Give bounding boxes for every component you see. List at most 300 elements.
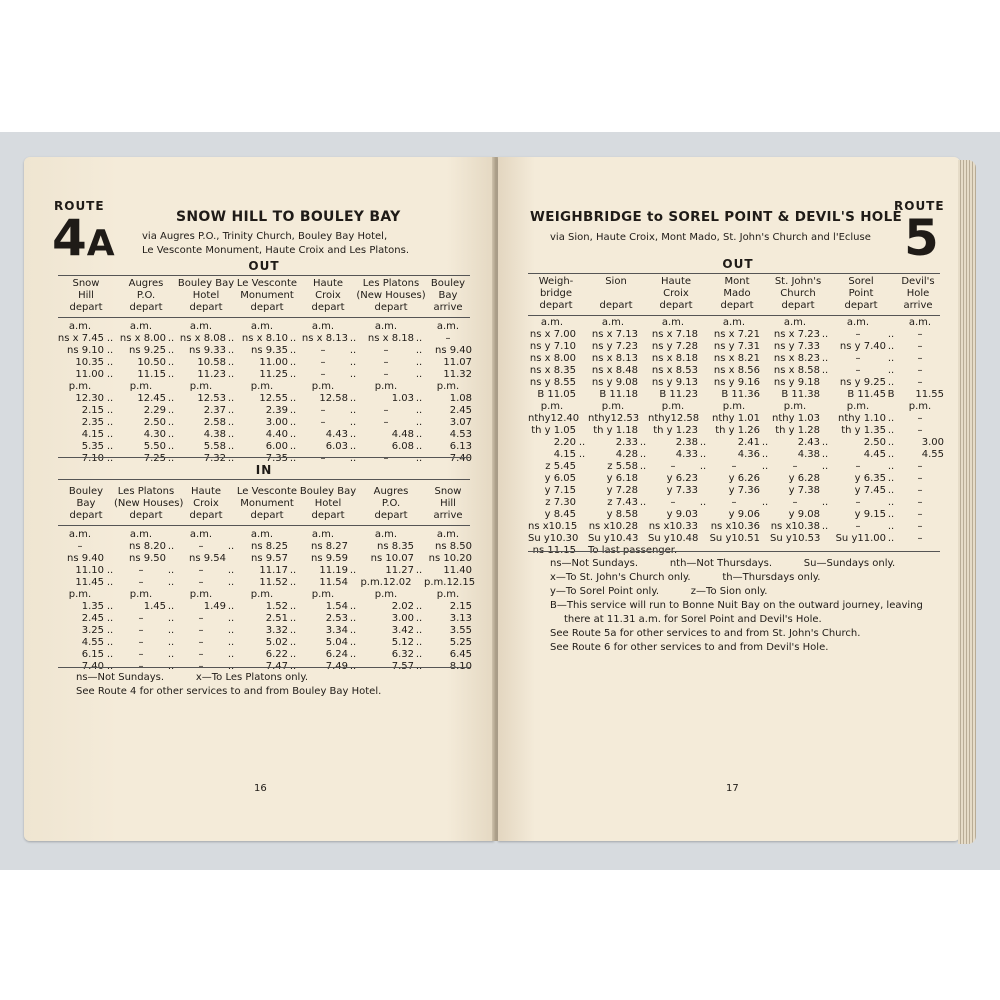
table-cell: Su y10.30 bbox=[528, 533, 579, 544]
table-cell: ns y 7.33 bbox=[773, 341, 820, 352]
table-cell: th y 1.05 bbox=[531, 425, 576, 436]
table-cell bbox=[576, 353, 588, 365]
column-header: depart bbox=[374, 302, 408, 313]
table-cell: 2.15 bbox=[449, 601, 472, 612]
table-cell: .. bbox=[349, 417, 357, 428]
legend-note-1: ns—Not Sundays. nth—Not Thursdays. Su—Sundays only. bbox=[550, 558, 896, 569]
table-cell: p.m. bbox=[189, 381, 213, 392]
table-row bbox=[528, 521, 944, 533]
table-row bbox=[528, 473, 944, 485]
table-cell: y 8.58 bbox=[606, 509, 638, 520]
table-cell bbox=[760, 317, 770, 329]
table-cell: .. bbox=[821, 329, 829, 340]
table-cell: a.m. bbox=[129, 321, 153, 332]
table-cell bbox=[760, 425, 770, 437]
table-cell: .. bbox=[106, 661, 114, 672]
table-cell: ns x 8.58 bbox=[773, 365, 820, 376]
column-header: Bay bbox=[76, 498, 96, 509]
table-cell: 2.02 bbox=[391, 601, 414, 612]
table-cell: 4.55 bbox=[921, 449, 944, 460]
table-cell: y 7.15 bbox=[544, 485, 576, 496]
table-cell: .. bbox=[887, 509, 895, 520]
table-cell: 11.52 bbox=[259, 577, 288, 588]
table-cell: .. bbox=[349, 565, 357, 576]
column-header: Hotel bbox=[314, 498, 342, 509]
table-cell: 1.08 bbox=[449, 393, 472, 404]
table-cell: – bbox=[198, 541, 204, 552]
table-cell: .. bbox=[167, 541, 175, 552]
table-cell: – bbox=[383, 369, 389, 380]
table-cell: Su y11.00 bbox=[835, 533, 886, 544]
table-cell: 11.55 bbox=[915, 389, 944, 400]
table-cell bbox=[638, 389, 648, 401]
table-row bbox=[56, 345, 472, 357]
table-cell: 4.30 bbox=[143, 429, 166, 440]
table-cell: .. bbox=[227, 429, 235, 440]
table-cell bbox=[226, 553, 236, 565]
table-cell: .. bbox=[821, 353, 829, 364]
table-cell: p.m. bbox=[436, 589, 460, 600]
table-cell: 7.40 bbox=[449, 453, 472, 464]
table-cell: To last passenger. bbox=[588, 545, 678, 556]
table-cell: a.m. bbox=[436, 321, 460, 332]
table-cell: y 6.35 bbox=[854, 473, 886, 484]
table-cell: y 7.38 bbox=[788, 485, 820, 496]
column-header: Le Vesconte bbox=[236, 278, 298, 289]
column-header: (New Houses) bbox=[114, 498, 184, 509]
table-cell bbox=[820, 317, 830, 329]
table-cell: .. bbox=[227, 441, 235, 452]
table-cell: .. bbox=[106, 357, 114, 368]
table-cell: .. bbox=[761, 461, 769, 472]
table-cell bbox=[576, 485, 588, 497]
column-header: Croix bbox=[315, 290, 341, 301]
table-cell: 12.58 bbox=[319, 393, 348, 404]
table-cell: – bbox=[917, 341, 923, 352]
table-cell bbox=[638, 533, 648, 545]
table-cell: .. bbox=[761, 437, 769, 448]
route-number bbox=[52, 209, 115, 267]
table-cell bbox=[348, 553, 358, 565]
table-cell bbox=[576, 401, 588, 413]
table-cell: 4.53 bbox=[449, 429, 472, 440]
table-cell: .. bbox=[415, 453, 423, 464]
table-cell bbox=[226, 381, 236, 393]
table-cell: .. bbox=[289, 345, 297, 356]
table-cell bbox=[166, 321, 176, 333]
table-cell: ns x 7.21 bbox=[713, 329, 760, 340]
table-cell: 6.03 bbox=[325, 441, 348, 452]
out-timetable bbox=[528, 317, 944, 557]
table-cell: .. bbox=[821, 437, 829, 448]
table-cell: nthy12.58 bbox=[648, 413, 700, 424]
table-cell: – bbox=[917, 329, 923, 340]
table-cell: Su y10.43 bbox=[588, 533, 639, 544]
column-header: depart bbox=[539, 300, 573, 311]
table-cell bbox=[576, 341, 588, 353]
table-cell: .. bbox=[349, 625, 357, 636]
table-cell: p.m. bbox=[846, 401, 870, 412]
table-cell: 5.58 bbox=[203, 441, 226, 452]
table-cell: a.m. bbox=[374, 529, 398, 540]
column-header: Haute bbox=[660, 276, 692, 287]
table-cell: 12.55 bbox=[259, 393, 288, 404]
table-row bbox=[528, 317, 944, 329]
table-cell: .. bbox=[289, 649, 297, 660]
table-cell: .. bbox=[289, 417, 297, 428]
table-cell bbox=[760, 389, 770, 401]
table-cell: Su y10.48 bbox=[648, 533, 699, 544]
table-cell: .. bbox=[821, 497, 829, 508]
table-cell: ns x 8.18 bbox=[367, 333, 414, 344]
table-cell: .. bbox=[699, 437, 707, 448]
table-cell: B 11.36 bbox=[721, 389, 760, 400]
column-header: Point bbox=[848, 288, 874, 299]
table-cell bbox=[820, 485, 830, 497]
table-cell bbox=[820, 473, 830, 485]
table-cell: 3.55 bbox=[449, 625, 472, 636]
table-cell: ns 8.50 bbox=[435, 541, 472, 552]
divider bbox=[58, 317, 470, 318]
table-cell: .. bbox=[821, 365, 829, 376]
table-cell: 2.33 bbox=[615, 437, 638, 448]
table-cell: nthy 1.10 bbox=[838, 413, 886, 424]
table-cell: .. bbox=[349, 601, 357, 612]
table-row bbox=[56, 601, 472, 613]
table-cell: 11.15 bbox=[137, 369, 166, 380]
table-cell: 5.04 bbox=[325, 637, 348, 648]
table-cell: p.m. bbox=[68, 589, 92, 600]
table-cell: .. bbox=[227, 613, 235, 624]
table-cell: p.m. bbox=[722, 401, 746, 412]
page-number: 16 bbox=[254, 783, 267, 794]
table-cell: 11.00 bbox=[259, 357, 288, 368]
table-cell: y 6.26 bbox=[728, 473, 760, 484]
route-label: ROUTE bbox=[54, 199, 105, 213]
table-cell: .. bbox=[227, 369, 235, 380]
table-cell: ns x10.36 bbox=[710, 521, 760, 532]
table-cell bbox=[166, 529, 176, 541]
table-cell: .. bbox=[639, 449, 647, 460]
table-cell: ns y 7.40 bbox=[839, 341, 886, 352]
table-cell: .. bbox=[227, 405, 235, 416]
table-cell bbox=[760, 401, 770, 413]
table-cell bbox=[698, 365, 708, 377]
table-cell: .. bbox=[227, 637, 235, 648]
legend-note-3: y—To Sorel Point only. z—To Sion only. bbox=[550, 586, 768, 597]
table-cell: y 7.45 bbox=[854, 485, 886, 496]
table-row bbox=[56, 637, 472, 649]
table-cell: .. bbox=[167, 429, 175, 440]
table-cell: 6.32 bbox=[391, 649, 414, 660]
table-cell: .. bbox=[106, 637, 114, 648]
table-cell: 4.38 bbox=[203, 429, 226, 440]
table-cell: – bbox=[855, 461, 861, 472]
table-cell: – bbox=[320, 369, 326, 380]
table-cell: p.m. bbox=[129, 381, 153, 392]
table-cell bbox=[348, 589, 358, 601]
table-row bbox=[528, 413, 944, 425]
table-cell: 7.25 bbox=[143, 453, 166, 464]
column-header: Haute bbox=[312, 278, 344, 289]
table-cell: .. bbox=[106, 441, 114, 452]
table-cell: .. bbox=[167, 345, 175, 356]
table-cell: .. bbox=[289, 601, 297, 612]
table-cell: 11.07 bbox=[443, 357, 472, 368]
table-cell: 2.50 bbox=[863, 437, 886, 448]
table-cell: .. bbox=[821, 449, 829, 460]
table-cell: – bbox=[917, 353, 923, 364]
legend-note-4: B—This service will run to Bonne Nuit Bay on the outward journey, leaving bbox=[550, 600, 923, 611]
table-cell bbox=[820, 377, 830, 389]
table-cell: y 9.03 bbox=[666, 509, 698, 520]
table-cell: p.m.12.02 bbox=[360, 577, 412, 588]
table-cell: nthy12.53 bbox=[588, 413, 640, 424]
section-out: OUT bbox=[248, 259, 280, 273]
table-cell: p.m. bbox=[374, 589, 398, 600]
table-cell: .. bbox=[349, 637, 357, 648]
table-cell: th y 1.18 bbox=[593, 425, 638, 436]
table-cell: 7.57 bbox=[391, 661, 414, 672]
table-cell bbox=[820, 341, 830, 353]
column-header: Hotel bbox=[192, 290, 220, 301]
table-cell: a.m. bbox=[908, 317, 932, 328]
table-row bbox=[56, 553, 472, 565]
table-cell: p.m. bbox=[311, 589, 335, 600]
table-row bbox=[528, 437, 944, 449]
table-cell: ns x 7.45 bbox=[57, 333, 104, 344]
table-cell: ns x 8.21 bbox=[713, 353, 760, 364]
table-cell: 8.10 bbox=[449, 661, 472, 672]
table-row bbox=[528, 449, 944, 461]
table-cell bbox=[638, 317, 648, 329]
column-header: Sorel bbox=[848, 276, 874, 287]
table-cell: 3.00 bbox=[921, 437, 944, 448]
column-header: depart bbox=[69, 510, 103, 521]
column-header: depart bbox=[189, 510, 223, 521]
table-cell: – bbox=[198, 625, 204, 636]
table-cell bbox=[638, 521, 648, 533]
table-cell: .. bbox=[349, 345, 357, 356]
table-cell: – bbox=[855, 521, 861, 532]
table-cell: .. bbox=[415, 369, 423, 380]
table-cell bbox=[760, 341, 770, 353]
column-header: Augres bbox=[128, 278, 164, 289]
table-cell: .. bbox=[289, 333, 297, 344]
table-cell: – bbox=[855, 497, 861, 508]
table-cell bbox=[760, 533, 770, 545]
table-cell: ns x 7.13 bbox=[591, 329, 638, 340]
table-cell: 11.17 bbox=[259, 565, 288, 576]
table-cell: .. bbox=[167, 405, 175, 416]
table-row bbox=[56, 613, 472, 625]
table-cell bbox=[698, 317, 708, 329]
table-cell: .. bbox=[227, 577, 235, 588]
table-cell: 5.12 bbox=[391, 637, 414, 648]
table-cell: ns 9.33 bbox=[189, 345, 226, 356]
table-cell: 4.36 bbox=[737, 449, 760, 460]
table-cell: p.m. bbox=[189, 589, 213, 600]
column-header: depart bbox=[844, 300, 878, 311]
table-cell: – bbox=[670, 461, 676, 472]
column-header: depart bbox=[311, 510, 345, 521]
table-row bbox=[56, 541, 472, 553]
table-cell: 2.53 bbox=[325, 613, 348, 624]
table-cell bbox=[820, 509, 830, 521]
table-cell: a.m. bbox=[601, 317, 625, 328]
table-cell bbox=[104, 553, 116, 565]
table-cell bbox=[820, 425, 830, 437]
column-header: arrive bbox=[433, 302, 463, 313]
table-row bbox=[528, 425, 944, 437]
table-cell: 11.54 bbox=[319, 577, 348, 588]
page-17 bbox=[498, 157, 960, 841]
table-cell: .. bbox=[349, 393, 357, 404]
table-cell bbox=[576, 377, 588, 389]
table-cell: – bbox=[383, 345, 389, 356]
table-cell: .. bbox=[349, 333, 357, 344]
table-cell: .. bbox=[289, 429, 297, 440]
table-cell bbox=[820, 533, 830, 545]
table-row bbox=[528, 509, 944, 521]
table-cell: 7.35 bbox=[265, 453, 288, 464]
table-row bbox=[528, 389, 944, 401]
table-cell bbox=[638, 329, 648, 341]
table-cell: .. bbox=[289, 625, 297, 636]
table-cell: .. bbox=[349, 613, 357, 624]
table-cell: .. bbox=[289, 565, 297, 576]
table-row bbox=[56, 357, 472, 369]
table-cell: – bbox=[917, 473, 923, 484]
table-cell: a.m. bbox=[374, 321, 398, 332]
table-cell: th y 1.26 bbox=[715, 425, 760, 436]
table-cell: ns x 8.18 bbox=[651, 353, 698, 364]
column-header: Augres bbox=[373, 486, 409, 497]
table-cell: p.m. bbox=[436, 381, 460, 392]
table-cell: a.m. bbox=[189, 321, 213, 332]
table-cell: .. bbox=[821, 461, 829, 472]
table-cell: .. bbox=[167, 441, 175, 452]
table-cell: – bbox=[320, 417, 326, 428]
table-cell: 4.55 bbox=[81, 637, 104, 648]
table-cell: p.m. bbox=[374, 381, 398, 392]
column-header: Le Vesconte bbox=[236, 486, 298, 497]
table-cell: .. bbox=[289, 369, 297, 380]
table-cell bbox=[698, 413, 708, 425]
table-cell: .. bbox=[761, 449, 769, 460]
column-header: Monument bbox=[240, 498, 294, 509]
table-cell: 2.51 bbox=[265, 613, 288, 624]
table-cell bbox=[760, 521, 770, 533]
table-cell: .. bbox=[887, 497, 895, 508]
table-cell bbox=[104, 321, 116, 333]
page-edges bbox=[958, 160, 976, 844]
table-cell: y 9.06 bbox=[728, 509, 760, 520]
table-cell: .. bbox=[167, 613, 175, 624]
table-cell: ns x 8.13 bbox=[591, 353, 638, 364]
table-cell: – bbox=[198, 637, 204, 648]
table-row bbox=[56, 589, 472, 601]
table-cell: a.m. bbox=[722, 317, 746, 328]
table-cell: ns 9.50 bbox=[129, 553, 166, 564]
table-cell: nthy 1.01 bbox=[712, 413, 760, 424]
table-cell bbox=[698, 533, 708, 545]
table-cell: 6.15 bbox=[81, 649, 104, 660]
table-cell: ns x 7.23 bbox=[773, 329, 820, 340]
table-cell bbox=[414, 321, 424, 333]
table-cell: – bbox=[198, 649, 204, 660]
table-cell: – bbox=[198, 577, 204, 588]
table-cell bbox=[638, 365, 648, 377]
table-cell: y 7.28 bbox=[606, 485, 638, 496]
table-cell: 4.43 bbox=[325, 429, 348, 440]
table-cell: – bbox=[917, 533, 923, 544]
table-cell bbox=[760, 413, 770, 425]
table-cell: .. bbox=[106, 405, 114, 416]
table-cell: 4.48 bbox=[391, 429, 414, 440]
table-cell bbox=[698, 473, 708, 485]
table-row bbox=[56, 529, 472, 541]
divider bbox=[58, 457, 470, 458]
table-cell: .. bbox=[639, 437, 647, 448]
see-also-note-2: See Route 6 for other services to and from Devil's Hole. bbox=[550, 642, 829, 653]
table-cell: .. bbox=[106, 333, 114, 344]
table-cell: .. bbox=[349, 441, 357, 452]
table-row bbox=[56, 321, 472, 333]
table-cell: .. bbox=[699, 461, 707, 472]
page-16 bbox=[24, 157, 494, 841]
table-row bbox=[56, 333, 472, 345]
table-cell: 11.25 bbox=[259, 369, 288, 380]
table-cell: .. bbox=[106, 613, 114, 624]
table-row bbox=[528, 341, 944, 353]
table-cell bbox=[698, 377, 708, 389]
table-cell: 5.35 bbox=[81, 441, 104, 452]
column-header: Monument bbox=[240, 290, 294, 301]
table-cell: .. bbox=[349, 405, 357, 416]
table-cell: .. bbox=[289, 577, 297, 588]
column-header: Devil's bbox=[901, 276, 935, 287]
table-cell: y 8.45 bbox=[544, 509, 576, 520]
table-cell: .. bbox=[887, 473, 895, 484]
table-cell: ns 9.57 bbox=[251, 553, 288, 564]
table-cell: Su y10.53 bbox=[770, 533, 821, 544]
table-cell: 6.45 bbox=[449, 649, 472, 660]
table-cell bbox=[166, 589, 176, 601]
table-cell: 1.45 bbox=[143, 601, 166, 612]
table-cell bbox=[760, 509, 770, 521]
divider bbox=[528, 315, 940, 316]
table-cell: .. bbox=[415, 661, 423, 672]
table-cell: ns 8.20 bbox=[129, 541, 166, 552]
table-cell: .. bbox=[821, 521, 829, 532]
table-cell: .. bbox=[415, 565, 423, 576]
table-cell bbox=[760, 329, 770, 341]
table-cell: p.m. bbox=[661, 401, 685, 412]
column-header: depart bbox=[69, 302, 103, 313]
table-cell: a.m. bbox=[846, 317, 870, 328]
table-cell: p.m. bbox=[129, 589, 153, 600]
table-cell bbox=[638, 377, 648, 389]
table-cell bbox=[638, 341, 648, 353]
table-cell: ns 10.20 bbox=[428, 553, 472, 564]
table-cell: .. bbox=[887, 521, 895, 532]
table-cell: – bbox=[917, 365, 923, 376]
table-cell: y 7.33 bbox=[666, 485, 698, 496]
table-cell: 5.02 bbox=[265, 637, 288, 648]
table-cell: .. bbox=[167, 601, 175, 612]
table-cell: – bbox=[383, 357, 389, 368]
